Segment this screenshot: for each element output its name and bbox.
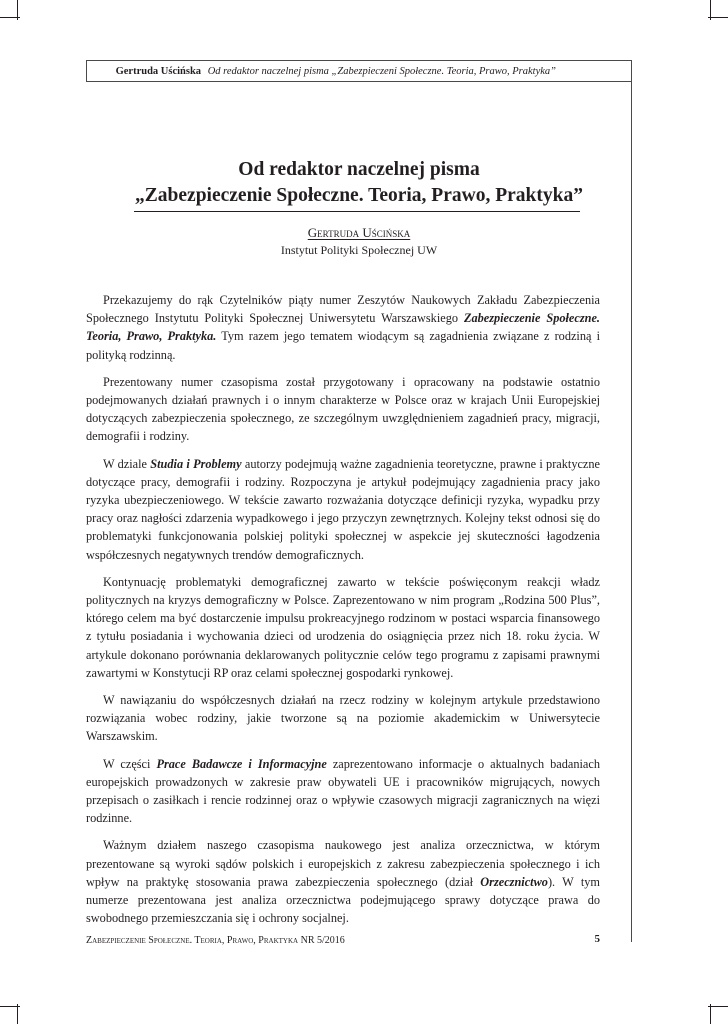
paragraph-1-text-a: Przekazujemy do rąk Czytelników piąty numer Zeszytów Naukowych Zakładu Zabezpieczenia Społecznego Instytutu Polityki Społecznej Uniwersytetu Warszawskiego — [86, 293, 600, 326]
paragraph-6-text-a: W części — [103, 756, 157, 771]
paragraph-1 — [86, 291, 600, 364]
paragraph-7-text-c: ). W tym numerze prezentowana jest analiza orzecznictwa podejmującego sprawy dotyczące prawa do swobodnego przemieszczania się i ochrony socjalnej. — [86, 874, 600, 926]
page-number: 5 — [594, 933, 600, 945]
paragraph-7 — [86, 836, 600, 927]
title-rule — [134, 211, 580, 212]
section-name-orzecznictwo: Orzecznictwo — [480, 874, 548, 889]
page-side-rule — [631, 82, 632, 942]
paragraph-5: W nawiązaniu do współczesnych działań na rzecz rodziny w kolejnym artykule przedstawiono rozwiązania wobec rodziny, jakie tworzone są na poziomie akademickim w Uniwersytecie Warszawskim. — [86, 693, 600, 744]
paragraph-1-text-c: Tym razem jego tematem wiodącym są zagadnienia związane z rodziną i polityką rodzinną. — [86, 329, 600, 362]
paragraph-6-text-c: zaprezentowano informacje o aktualnych badaniach europejskich prowadzonych w zakresie praw obywateli UE i pracowników migrujących, nowych przepisach o zasiłkach i rencie rodzinnej oraz o wpływie czasowych migracji zagranicznych na więzi rodzinne. — [86, 756, 600, 826]
crop-mark — [708, 17, 728, 18]
author-name: Gertruda Uścińska — [307, 225, 411, 240]
crop-mark — [710, 1004, 711, 1024]
section-name-studia: Studia i Problemy — [150, 456, 242, 471]
crop-mark — [17, 1004, 18, 1024]
paragraph-4: Kontynuację problematyki demograficznej zawarto w tekście poświęconym reakcji władz politycznych na kryzys demograficzny w Polsce. Zaprezentowano w nim program „Rodzina 500 Plus”, którego celem ma być dostarczenie impulsu prokreacyjnego rodzinom w postaci wsparcia finansowego z tytułu posiadania i wychowania dzieci od urodzenia do osiągnięcia przez nich 18. roku życia. W artykule dokonano porównania deklarowanych politycznie celów tego programu z zapisami prawnymi zawartymi w Konstytucji RP oraz celami społecznej gospodarki rynkowej. — [86, 574, 600, 680]
running-header — [90, 66, 556, 77]
author-affiliation: Instytut Polityki Społecznej UW — [280, 243, 438, 257]
paragraph-3-text-c: autorzy podejmują ważne zagadnienia teoretyczne, prawne i praktyczne dotyczące pracy, demografii i rodziny. Rozpoczyna je artykuł podejmujący zagadnienia pracy jako ryzyka ubezpieczeniowego. W tekście zawarto rozważania dotyczące definicji ryzyka, wypadku przy pracy oraz nagłości zdarzenia wypadkowego i jego przyczyn zewnętrznych. Kolejny tekst odnosi się do problematyki funkcjonowania polskiej polityki społecznej w aspekcie jej skuteczności łagodzenia współczesnych negatywnych trendów demograficznych. — [86, 456, 600, 562]
paragraph-7-text-a: Ważnym działem naszego czasopisma naukowego jest analiza orzecznictwa, w którym prezentowane są wyroki sądów polskich i europejskich z zakresu zabezpieczenia społecznego i ich wpływ na praktykę stosowania prawa zabezpieczenia społecznego (dział — [86, 838, 600, 889]
paragraph-6 — [86, 755, 600, 828]
article-body — [86, 291, 600, 937]
running-header-author: Gertruda Uścińska — [115, 66, 202, 77]
title-line-2: „Zabezpieczenie Społeczne. Teoria, Prawo, Praktyka” — [135, 185, 583, 206]
running-footer — [86, 935, 600, 946]
crop-mark — [0, 1006, 20, 1007]
running-header-journal: Od redaktor naczelnej pisma „Zabezpieczeni Społeczne. Teoria, Prawo, Praktyka” — [207, 66, 556, 77]
footer-issue: NR 5/2016 — [300, 935, 345, 946]
section-name-prace: Prace Badawcze i Informacyjne — [156, 756, 327, 771]
paragraph-3-text-a: W dziale — [103, 456, 151, 471]
journal-title-emphasis: Zabezpieczenie Społeczne. Teoria, Prawo, Praktyka. — [86, 311, 600, 344]
article-title — [100, 157, 618, 209]
crop-mark — [708, 1006, 728, 1007]
crop-mark — [0, 17, 20, 18]
title-line-1: Od redaktor naczelnej pisma — [238, 159, 480, 180]
footer-journal: Zabezpieczenie Społeczne. Teoria, Prawo, Praktyka — [86, 935, 299, 946]
paragraph-2: Prezentowany numer czasopisma został przygotowany i opracowany na podstawie ostatnio podejmowanych działań prawnych i o innym charakterze w Polsce oraz w krajach Unii Europejskiej dotyczących zabezpieczenia społecznego, ze szczególnym uwzględnieniem zagadnień pracy, migracji, demografii i rodziny. — [86, 374, 600, 444]
paragraph-3 — [86, 455, 600, 564]
